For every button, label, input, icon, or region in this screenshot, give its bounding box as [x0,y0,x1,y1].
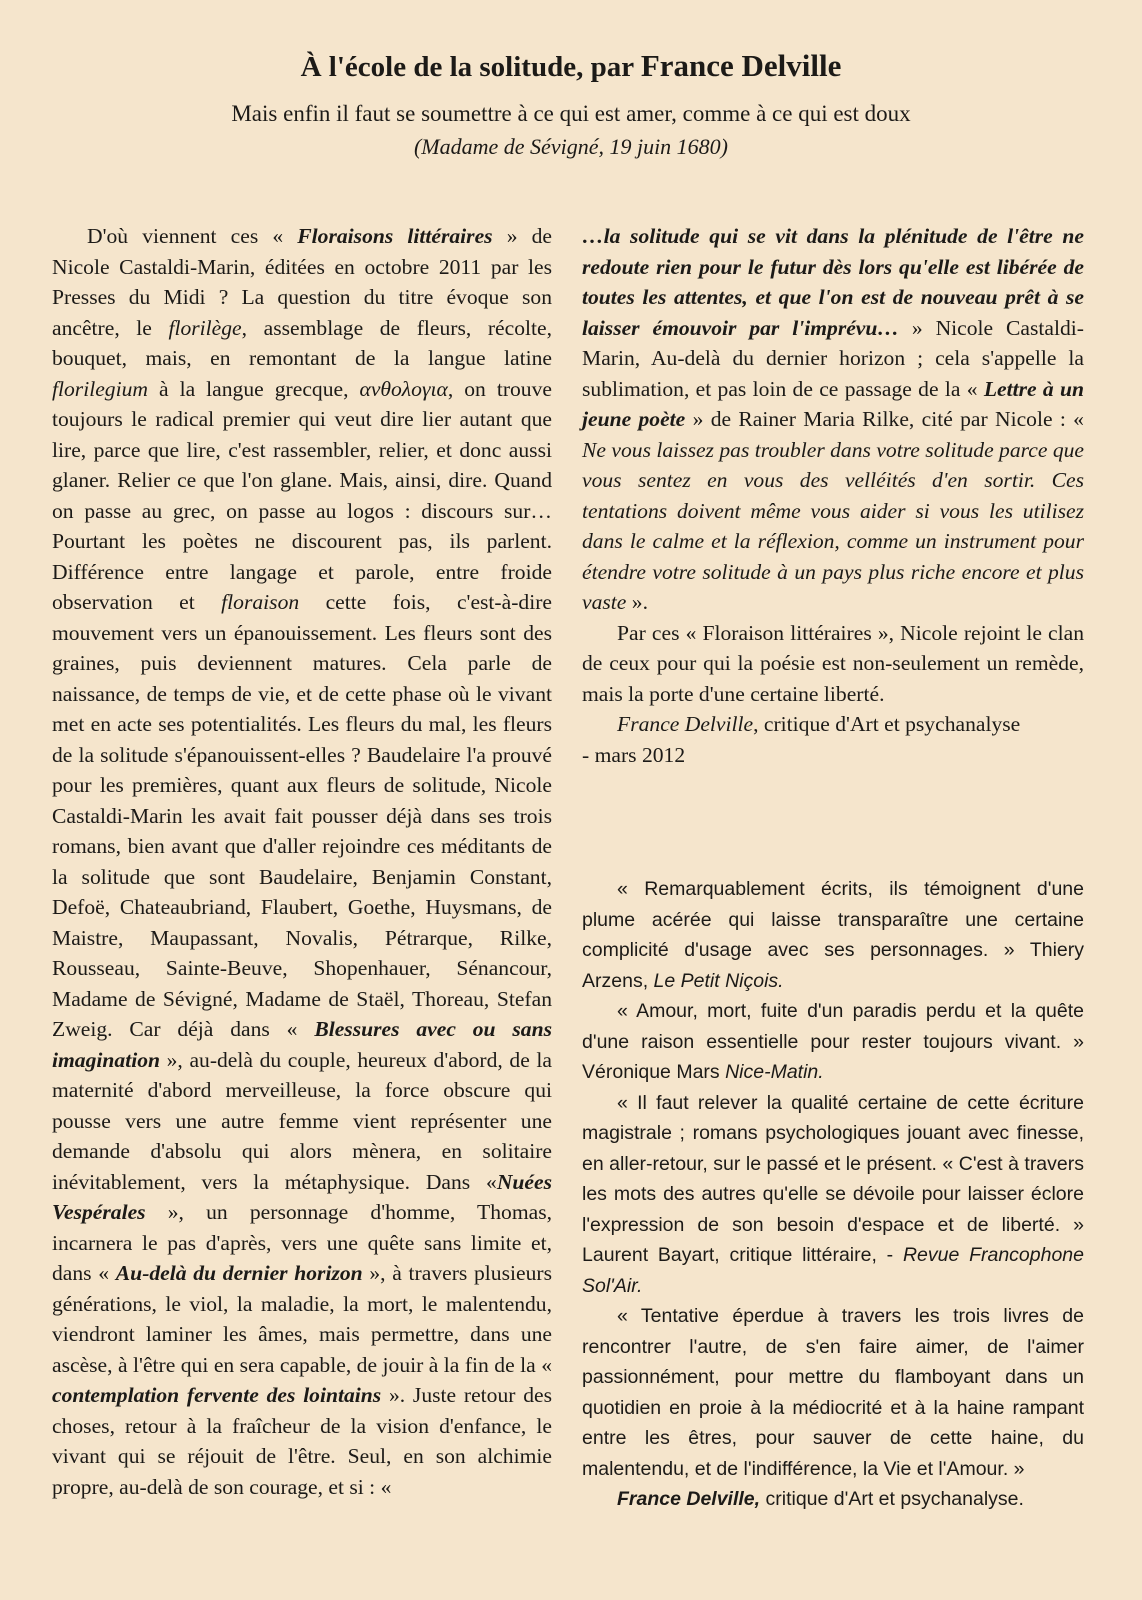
signature-name: France Delville [617,712,754,736]
article-paragraph-1-part-2: …la solitude qui se vit dans la plénitude de l'être ne redoute rien pour le futur dès lors qu'elle est libérée de toutes les attentes, et que l'on est de nouveau prêt à se laisser émouvoir par l'imprévu… » Nicole Castaldi-Marin, Au-delà du dernier horizon ; cela s'appelle la sublimation, et pas loin de ce passage de la « Lettre à un jeune poète » de Rainer Maria Rilke, cité par Nicole : « Ne vous laissez pas troubler dans votre solitude parce que vous sentez en vous des velléités d'en sortir. Ces tentations doivent même vous aider si vous les utilisez dans le calme et la réflexion, comme un instrument pour étendre votre solitude à un pays plus riche encore et plus vaste ». [582,224,1085,614]
press-quote-signature: France Delville, critique d'Art et psychanalyse. [617,1488,1024,1510]
signature-date: - mars 2012 [582,742,686,767]
title-author: France Delville [640,48,842,83]
signature-role: , critique d'Art et psychanalyse [753,712,1021,736]
article-paragraph-1-part-1: D'où viennent ces « Floraisons littéraires » de Nicole Castaldi-Marin, éditées en octobre 2011 par les Presses du Midi ? La question du titre évoque son ancêtre, le florilège, assemblage de fleurs, récolte, bouquet, mais, en remontant de la langue latine florilegium à la langue grecque, ανθολογια, on trouve toujours le radical premier qui veut dire lier autant que lire, parce que lire, c'est rassembler, relier, et donc aussi glaner. Relier ce que l'on glane. Mais, ainsi, dire. Quand on passe au grec, on passe au logos : discours sur… Pourtant les poètes ne discourent pas, ils parlent. Différence entre langage et parole, entre froide observation et floraison cette fois, c'est-à-dire mouvement vers un épanouissement. Les fleurs sont des graines, puis deviennent matures. Cela parle de naissance, de temps de vie, et de cette phase où le vivant met en acte ses potentialités. Les fleurs du mal, les fleurs de la solitude s'épanouissent-elles ? Baudelaire l'a prouvé pour les premières, quant aux fleurs de solitude, Nicole Castaldi-Marin les avait fait pousser déjà dans ses trois romans, bien avant que d'aller rejoindre ces méditants de la solitude que sont Baudelaire, Benjamin Constant, Defoë, Chateaubriand, Flaubert, Goethe, Huysmans, de Maistre, Maupassant, Novalis, Pétrarque, Rilke, Rousseau, Sainte-Beuve, Shopenhauer, Sénancour, Madame de Sévigné, Madame de Staël, Thoreau, Stefan Zweig. Car déjà dans « Blessures avec ou sans imagination », au-delà du couple, heureux d'abord, de la maternité d'abord merveilleuse, la force obscure qui pousse vers une autre femme vient représenter une demande d'absolu qui alors mènera, en solitaire inévitablement, vers la métaphysique. Dans «Nuées Vespérales », un personnage d'homme, Thomas, incarnera le pas d'après, vers une quête sans limite et, dans « Au-delà du dernier horizon », à travers plusieurs générations, le viol, la maladie, la mort, le malentendu, viendront laminer les âmes, mais permettre, dans une ascèse, à l'être qui en sera capable, de jouir à la fin de la « contemplation fervente des lointains ». Juste retour des choses, retour à la fraîcheur de la vision d'enfance, le vivant qui se réjouit de l'être. Seul, en son alchimie propre, au-delà de son courage, et si : « [52,224,553,1499]
press-quote-4: « Tentative éperdue à travers les trois livres de rencontrer l'autre, de s'en faire aimer, de l'aimer passionnément, pour mettre du flamboyant dans un quotidien en proie à la médiocrité et à la haine rampant entre les êtres, pour sauver de cette haine, du malentendu, et de l'indifférence, la Vie et l'Amour. » [582,1305,1084,1480]
press-quote-1: « Remarquablement écrits, ils témoignent d'une plume acérée qui laisse transparaître une certaine complicité d'usage avec ses personnages. » Thiery Arzens, Le Petit Niçois. [582,878,1084,992]
page-title [0,48,1142,84]
press-quote-3: « Il faut relever la qualité certaine de cette écriture magistrale ; romans psychologiques jouant avec finesse, en aller-retour, sur le passé et le présent. « C'est à travers les mots des autres qu'elle se dévoile pour laisser éclore l'expression de son besoin d'espace et de liberté. » Laurent Bayart, critique littéraire, - Revue Francophone Sol'Air. [582,1091,1084,1297]
press-quote-2: « Amour, mort, fuite d'un paradis perdu et la quête d'une raison essentielle pour rester toujours vivant. » Véronique Mars Nice-Matin. [582,1000,1084,1083]
title-text: À l'école de la solitude, par [300,51,634,83]
press-quotes [582,874,1084,1515]
article-column-left [52,221,552,1502]
epigraph-source: (Madame de Sévigné, 19 juin 1680) [413,134,729,159]
article-signature [582,709,1084,740]
epigraph: Mais enfin il faut se soumettre à ce qui est amer, comme à ce qui est doux [231,101,911,126]
article-paragraph-2: Par ces « Floraison littéraires », Nicole rejoint le clan de ceux pour qui la poésie est non-seulement un remède, mais la porte d'une certaine liberté. [582,620,1084,706]
article-column-right [582,221,1084,770]
